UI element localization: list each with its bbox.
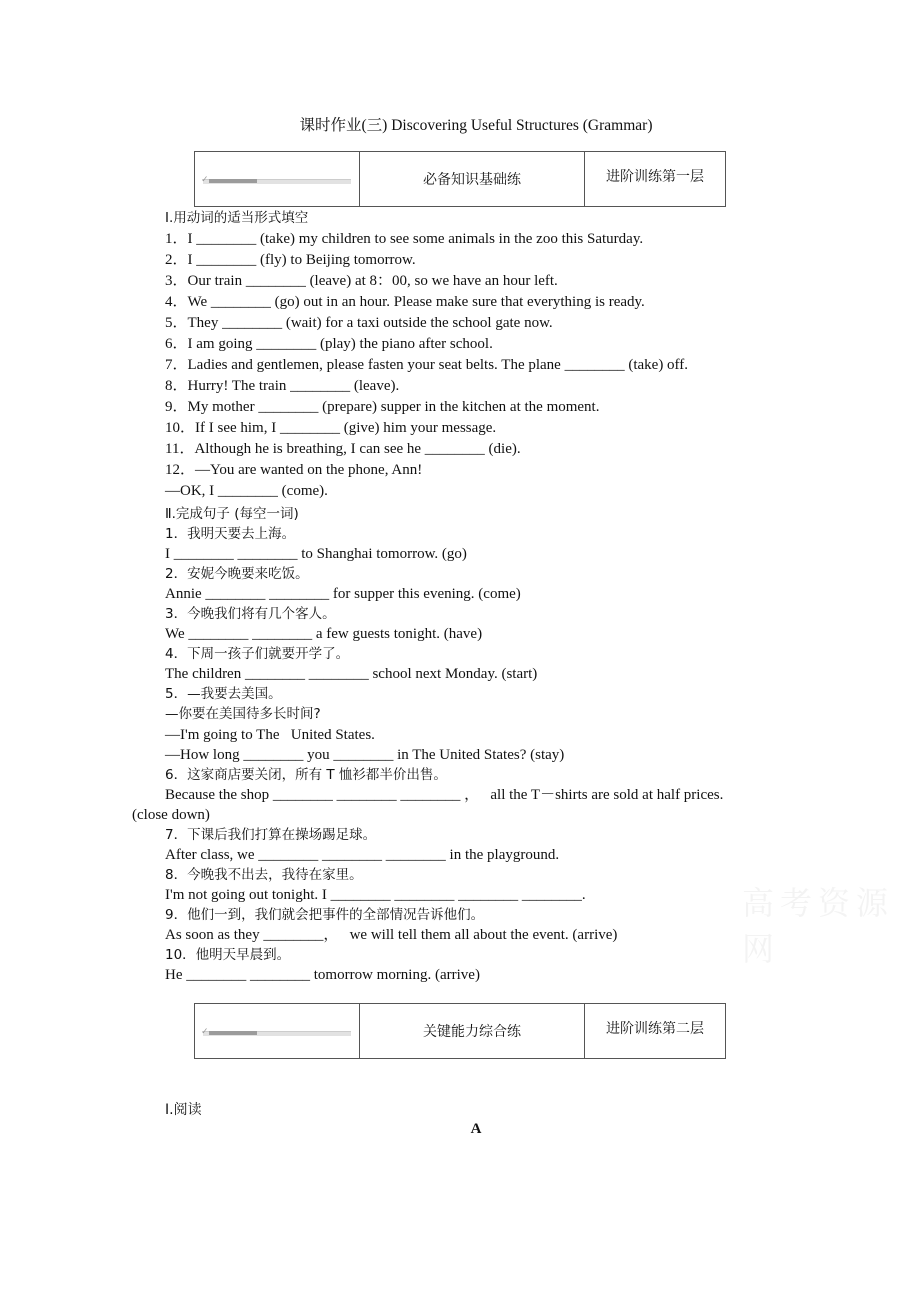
exercise-line: 1．I ________ (take) my children to see some animals in the zoo this Saturday. [165, 231, 644, 247]
exercise-line: 11．Although he is breathing, I can see he ________ (die). [165, 441, 521, 457]
exercise-line: 3．Our train ________ (leave) at 8：00, so we have an hour left. [165, 273, 558, 289]
reading-heading: Ⅰ.阅读 [165, 1102, 202, 1118]
passage-label: A [470, 1121, 482, 1137]
exercise-line: As soon as they ________， we will tell them all about the event. (arrive) [165, 926, 618, 943]
exercise-line: Annie ________ ________ for supper this evening. (come) [165, 586, 521, 603]
banner-decoration [195, 1004, 360, 1058]
prompt-line: 4．下周一孩子们就要开学了。 [165, 646, 350, 663]
section-banner-advanced [194, 1003, 726, 1059]
exercise-line: 2．I ________ (fly) to Beijing tomorrow. [165, 252, 416, 268]
prompt-line: 2．安妮今晚要来吃饭。 [165, 566, 309, 583]
check-icon: ✓ [201, 174, 209, 184]
exercise-line: (close down) [132, 806, 210, 823]
exercise-line: 7．Ladies and gentlemen, please fasten your seat belts. The plane ________ (take) off. [165, 357, 689, 373]
page-title: 课时作业(三) Discovering Useful Structures (Grammar) [299, 117, 653, 134]
exercise-line: —I'm going to The United States. [165, 726, 375, 743]
prompt-line: 9．他们一到，我们就会把事件的全部情况告诉他们。 [165, 906, 485, 923]
exercise-line: The children ________ ________ school next Monday. (start) [165, 666, 538, 683]
exercise-line: 8．Hurry! The train ________ (leave). [165, 378, 400, 394]
section-heading: Ⅰ.用动词的适当形式填空 [165, 210, 309, 226]
exercise-line: 10．If I see him, I ________ (give) him your message. [165, 420, 497, 436]
exercise-line: 5．They ________ (wait) for a taxi outside the school gate now. [165, 315, 553, 331]
prompt-line: —你要在美国待多长时间? [165, 706, 321, 723]
section-verb-forms [165, 208, 880, 502]
exercise-line: 4．We ________ (go) out in an hour. Please make sure that everything is ready. [165, 294, 645, 310]
banner-title: 关键能力综合练 [360, 1004, 585, 1058]
prompt-line: 5．—我要去美国。 [165, 686, 282, 703]
exercise-line: Because the shop ________ ________ ________ ， all the T－shirts are sold at half prices. [165, 786, 724, 803]
exercise-line: I ________ ________ to Shanghai tomorrow. (go) [165, 546, 467, 563]
section-heading: Ⅱ.完成句子 (每空一词) [165, 506, 299, 522]
exercise-line: 6．I am going ________ (play) the piano after school. [165, 336, 493, 352]
exercise-line: After class, we ________ ________ ________ in the playground. [165, 846, 560, 863]
exercise-line: He ________ ________ tomorrow morning. (arrive) [165, 967, 480, 984]
exercise-line: 12．—You are wanted on the phone, Ann! [165, 462, 423, 478]
exercise-line: I'm not going out tonight. I ________ ________ ________ ________. [165, 886, 586, 903]
check-icon: ✓ [201, 1026, 209, 1036]
exercise-line: We ________ ________ a few guests tonight. (have) [165, 626, 483, 643]
progress-bar-decoration [201, 1026, 351, 1036]
section-banner-basic [194, 151, 726, 207]
exercise-line: —How long ________ you ________ in The United States? (stay) [165, 746, 565, 763]
banner-title: 必备知识基础练 [360, 152, 585, 206]
prompt-line: 3．今晚我们将有几个客人。 [165, 606, 336, 623]
prompt-line: 7．下课后我们打算在操场踢足球。 [165, 826, 377, 843]
banner-decoration [195, 152, 360, 206]
progress-bar-decoration [201, 174, 351, 184]
exercise-line: —OK, I ________ (come). [165, 483, 328, 499]
prompt-line: 8．今晚我不出去，我待在家里。 [165, 866, 363, 883]
prompt-line: 1．我明天要去上海。 [165, 526, 296, 543]
prompt-line: 6．这家商店要关闭，所有 T 恤衫都半价出售。 [165, 766, 447, 783]
prompt-line: 10．他明天早晨到。 [165, 947, 291, 964]
banner-level: 进阶训练第二层 [606, 1021, 704, 1037]
exercise-line: 9．My mother ________ (prepare) supper in the kitchen at the moment. [165, 399, 600, 415]
watermark: 高考资源网 [742, 884, 895, 968]
banner-level: 进阶训练第一层 [606, 169, 704, 185]
